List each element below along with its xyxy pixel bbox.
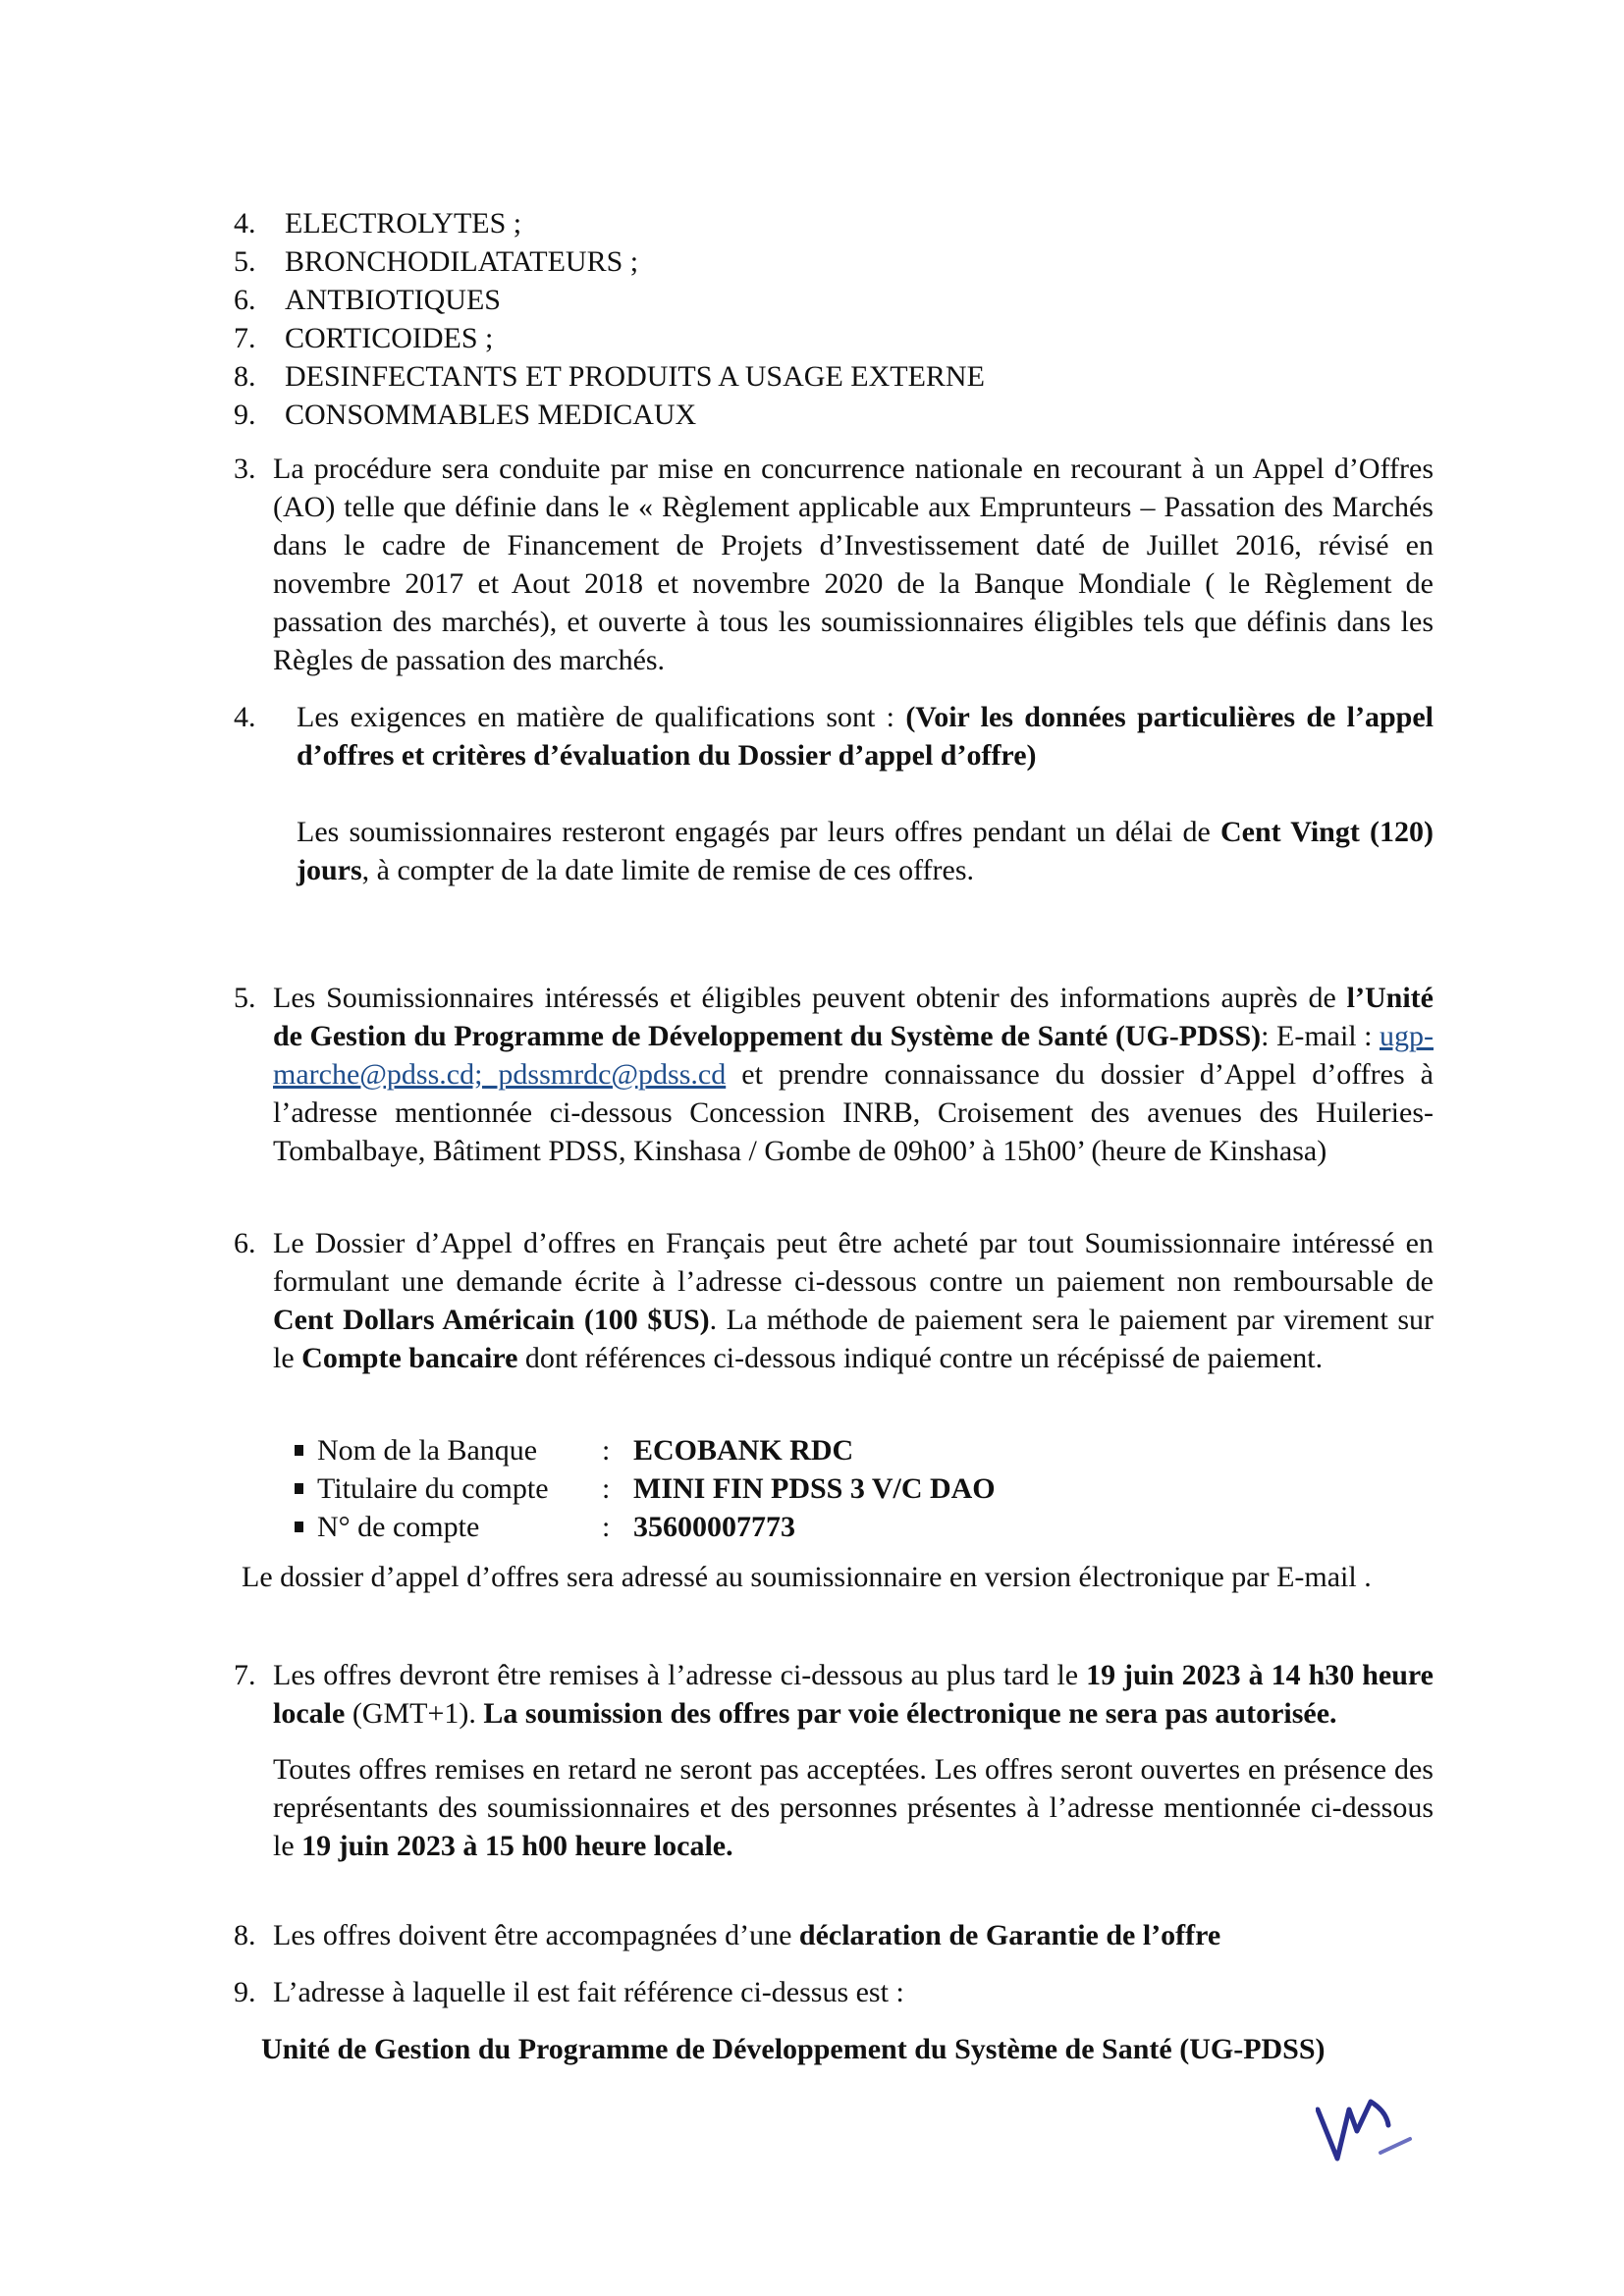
bullet-icon [295,1445,303,1456]
list-item: 7. CORTICOIDES ; [234,322,494,354]
bank-row: Titulaire du compte : MINI FIN PDSS 3 V/C DAO [295,1469,996,1508]
bullet-icon [295,1522,303,1532]
address-intro: L’adresse à laquelle il est fait référence ci-dessus est : [273,1976,904,2008]
address-block: Unité de Gestion du Programme de Développement du Système de Santé (UG-PDSS) [261,2033,1326,2065]
list-item: 6. ANTBIOTIQUES [234,284,501,316]
qualifications-paragraph: Les exigences en matière de qualifications sont : (Voir les données particulières de l’appel d’offres et critères d’évaluation du Dossier d’appel d’offre) [297,701,1434,772]
section-5-information: 5. Les Soumissionnaires intéressés et éligibles peuvent obtenir des informations auprès de l’Unité de Gestion du Programme de Développement du Système de Santé (UG-PDSS): E-mail : ugp-marche@pdss.cd; pdssmrdc@pdss.cd et prendre connaissance du dossier d’Appel d’offres à l’adresse mentionnée ci-dessous Concession INRB, Croisement des avenues des Huileries-Tombalbaye, Bâtiment PDSS, Kinshasa / Gombe de 09h00’ à 15h00’ (heure de Kinshasa) [234,979,1434,1170]
product-category-list [234,204,985,434]
list-item: 4. ELECTROLYTES ; [234,207,522,240]
procedure-paragraph: La procédure sera conduite par mise en concurrence nationale en recourant à un Appel d’Offres (AO) telle que définie dans le « Règlement applicable aux Emprunteurs – Passation des Marchés dans le cadre de Financement de Projets d’Investissement daté de Juillet 2016, révisé en novembre 2017 et Aout 2018 et novembre 2020 de la Banque Mondiale ( le Règlement de passation des marchés), et ouverte à tous les soumissionnaires éligibles tels que définis dans les Règles de passation des marchés. [273,453,1434,676]
guarantee-paragraph: Les offres doivent être accompagnées d’une déclaration de Garantie de l’offre [273,1919,1221,1951]
deadline-paragraph: Les offres devront être remises à l’adresse ci-dessous au plus tard le 19 juin 2023 à 14 h30 heure locale (GMT+1). La soumission des offres par voie électronique ne sera pas autorisée. [273,1659,1434,1730]
bank-note: Le dossier d’appel d’offres sera adressé au soumissionnaire en version électronique par E-mail . [242,1561,1372,1593]
list-item: 8. DESINFECTANTS ET PRODUITS A USAGE EXTERNE [234,360,985,393]
section-8-guarantee: 8. Les offres doivent être accompagnées d’une déclaration de Garantie de l’offre [234,1916,1434,1954]
section-6-purchase: 6. Le Dossier d’Appel d’offres en Français peut être acheté par tout Soumissionnaire intéressé en formulant une demande écrite à l’adresse ci-dessous contre un paiement non remboursable de Cent Dollars Américain (100 $US). La méthode de paiement sera le paiement par virement sur le Compte bancaire dont références ci-dessous indiqué contre un récépissé de paiement. [234,1224,1434,1377]
bank-row: Nom de la Banque : ECOBANK RDC [295,1431,996,1469]
late-offers-paragraph: Toutes offres remises en retard ne seront pas acceptées. Les offres seront ouvertes en présence des représentants des soumissionnaires et des personnes présentes à l’adresse mentionnée ci-dessous le 19 juin 2023 à 15 h00 heure locale. [273,1753,1434,1862]
validity-paragraph: Les soumissionnaires resteront engagés par leurs offres pendant un délai de Cent Vingt (120) jours, à compter de la date limite de remise de ces offres. [297,816,1434,886]
email-link[interactable]: ugp-marche@pdss.cd; pdssmrdc@pdss.cd [273,1020,1434,1091]
information-paragraph: Les Soumissionnaires intéressés et éligibles peuvent obtenir des informations auprès de l’Unité de Gestion du Programme de Développement du Système de Santé (UG-PDSS): E-mail : ugp-marche@pdss.cd; pdssmrdc@pdss.cd et prendre connaissance du dossier d’Appel d’offres à l’adresse mentionnée ci-dessous Concession INRB, Croisement des avenues des Huileries-Tombalbaye, Bâtiment PDSS, Kinshasa / Gombe de 09h00’ à 15h00’ (heure de Kinshasa) [273,982,1434,1167]
section-4-qualifications: 4. Les exigences en matière de qualifications sont : (Voir les données particulières de l’appel d’offres et critères d’évaluation du Dossier d’appel d’offre) Les soumissionnaires resteront engagés par leurs offres pendant un délai de Cent Vingt (120) jours, à compter de la date limite de remise de ces offres. [234,698,1434,889]
signature-initials-icon [1316,2096,1424,2164]
bank-details [295,1431,996,1546]
section-3-procedure: 3. La procédure sera conduite par mise en concurrence nationale en recourant à un Appel d’Offres (AO) telle que définie dans le « Règlement applicable aux Emprunteurs – Passation des Marchés dans le cadre de Financement de Projets d’Investissement daté de Juillet 2016, révisé en novembre 2017 et Aout 2018 et novembre 2020 de la Banque Mondiale ( le Règlement de passation des marchés), et ouverte à tous les soumissionnaires éligibles tels que définis dans les Règles de passation des marchés. [234,450,1434,679]
purchase-paragraph: Le Dossier d’Appel d’offres en Français peut être acheté par tout Soumissionnaire intéressé en formulant une demande écrite à l’adresse ci-dessous contre un paiement non remboursable de Cent Dollars Américain (100 $US). La méthode de paiement sera le paiement par virement sur le Compte bancaire dont références ci-dessous indiqué contre un récépissé de paiement. [273,1227,1434,1374]
section-7-deadline: 7. Les offres devront être remises à l’adresse ci-dessous au plus tard le 19 juin 2023 à 14 h30 heure locale (GMT+1). La soumission des offres par voie électronique ne sera pas autorisée. Toutes offres remises en retard ne seront pas acceptées. Les offres seront ouvertes en présence des représentants des soumissionnaires et des personnes présentes à l’adresse mentionnée ci-dessous le 19 juin 2023 à 15 h00 heure locale. [234,1656,1434,1865]
bullet-icon [295,1483,303,1494]
list-item: 5. BRONCHODILATATEURS ; [234,245,639,278]
bank-row: N° de compte : 35600007773 [295,1508,996,1546]
section-9-address: 9. L’adresse à laquelle il est fait référence ci-dessus est : [234,1973,1434,2011]
list-item: 9. CONSOMMABLES MEDICAUX [234,399,697,431]
